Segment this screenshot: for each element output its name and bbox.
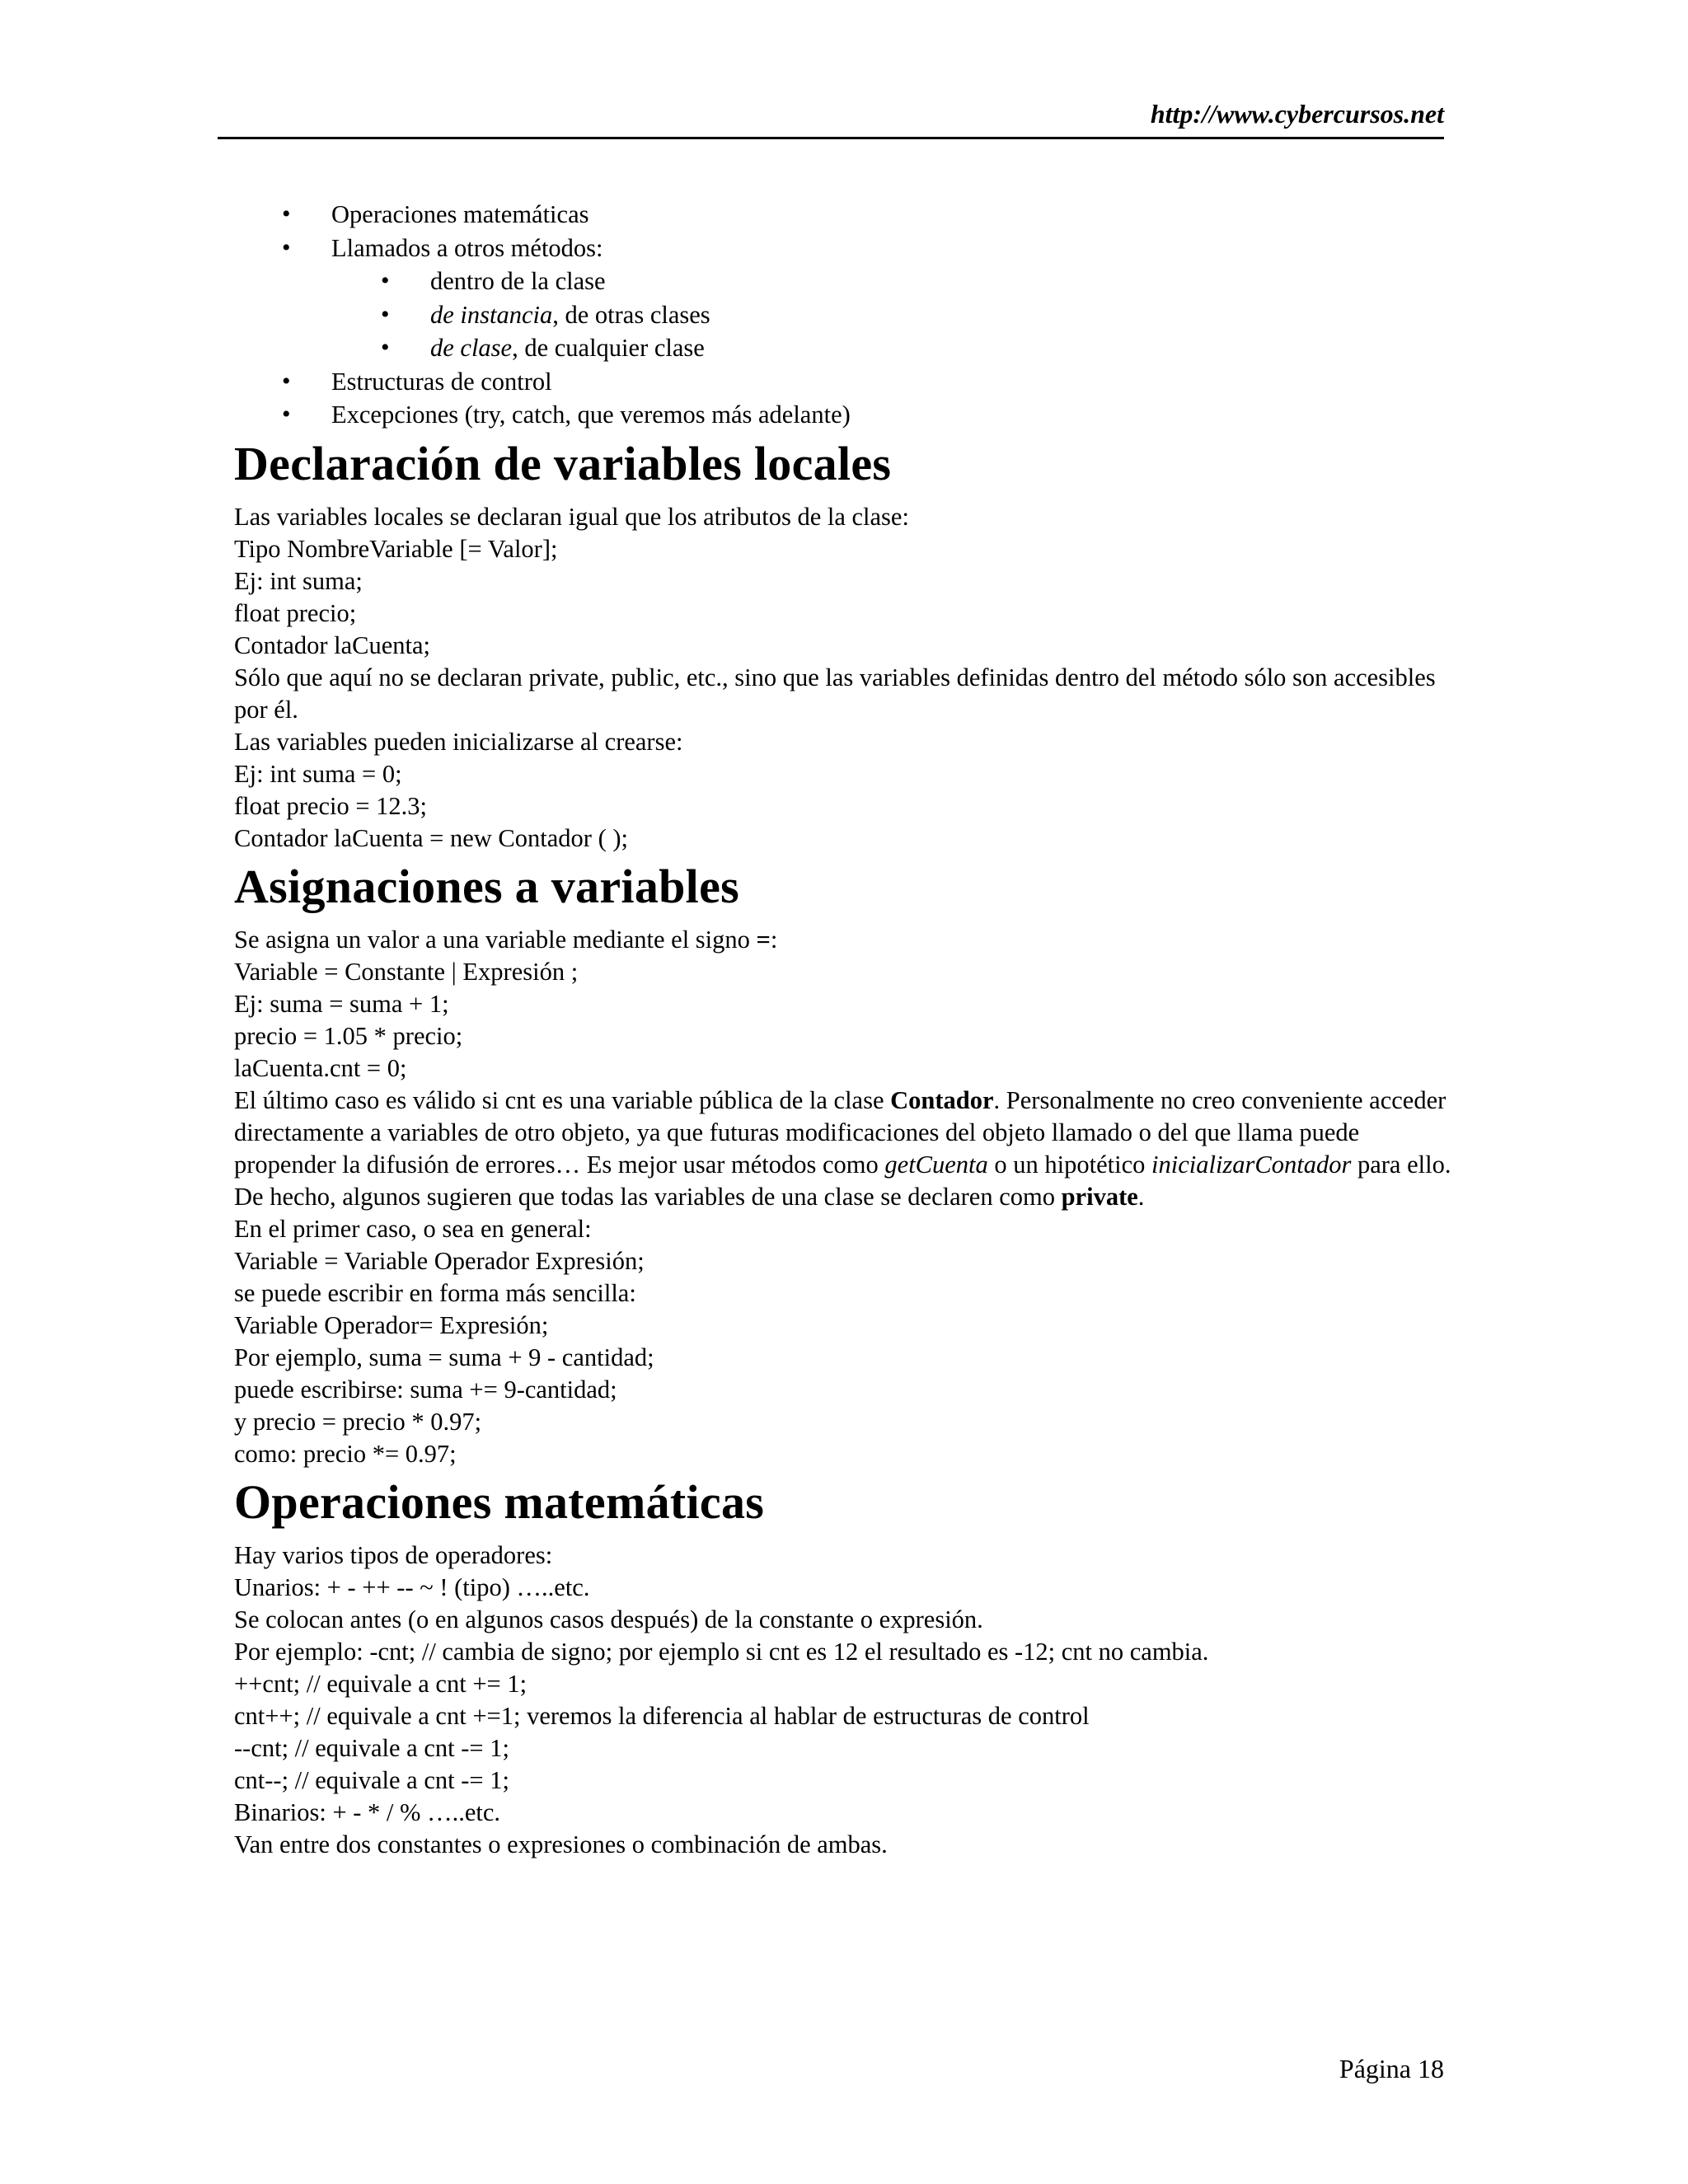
bullet-icon: • [282, 200, 291, 227]
text-line: Hay varios tipos de operadores: [234, 1540, 553, 1569]
page-content [234, 198, 1454, 1861]
text-line: se puede escribir en forma más sencilla: [234, 1278, 636, 1307]
text-line: Contador laCuenta; [234, 630, 431, 659]
text-line: Se asigna un valor a una variable mediante el signo =: [234, 925, 778, 954]
list-item: • dentro de la clase [234, 265, 1454, 298]
text-line: Ej: suma = suma + 1; [234, 989, 449, 1018]
bullet-icon: • [381, 300, 390, 328]
text-line: Unarios: + - ++ -- ~ ! (tipo) …..etc. [234, 1572, 590, 1601]
list-item: • Estructuras de control [234, 365, 1454, 399]
text-line: Las variables locales se declaran igual que los atributos de la clase: [234, 502, 909, 531]
text-line: laCuenta.cnt = 0; [234, 1053, 407, 1082]
bullet-icon: • [381, 334, 390, 361]
header-url: http://www.cybercursos.net [1150, 99, 1444, 129]
text-line: float precio = 12.3; [234, 791, 428, 820]
intro-bullet-list [234, 198, 1454, 265]
text-line: Variable = Constante | Expresión ; [234, 957, 579, 986]
bullet-icon: • [282, 367, 291, 395]
text-line: ++cnt; // equivale a cnt += 1; [234, 1669, 528, 1698]
text-line: cnt++; // equivale a cnt +=1; veremos la diferencia al hablar de estructuras de control [234, 1701, 1090, 1730]
bullet-icon: • [282, 233, 291, 261]
text-line: Ej: int suma; [234, 566, 363, 595]
text-line: Se colocan antes (o en algunos casos después) de la constante o expresión. [234, 1605, 983, 1633]
text-line: precio = 1.05 * precio; [234, 1021, 463, 1050]
page-number: Página 18 [1339, 2054, 1444, 2083]
text-paragraph: El último caso es válido si cnt es una variable pública de la clase Contador. Personalmente no creo conveniente acceder directamente a variables de otro objeto, ya que futuras modificaciones del objeto llamado o del que llama puede propender la difusión de errores… Es mejor usar métodos como getCuenta o un hipotético inicializarContador para ello. De hecho, algunos sugieren que todas las variables de una clase se declaren como private. [234, 1085, 1451, 1211]
text-line: Contador laCuenta = new Contador ( ); [234, 823, 628, 852]
text-line: Las variables pueden inicializarse al crearse: [234, 727, 683, 756]
list-item: • Excepciones (try, catch, que veremos más adelante) [234, 398, 1454, 432]
text-line: Tipo NombreVariable [= Valor]; [234, 534, 558, 563]
text-line: Por ejemplo, suma = suma + 9 - cantidad; [234, 1343, 654, 1371]
header-rule [218, 137, 1444, 139]
text-line: cnt--; // equivale a cnt -= 1; [234, 1765, 509, 1794]
intro-bullet-list-continued [234, 365, 1454, 432]
text-line: Variable = Variable Operador Expresión; [234, 1246, 645, 1275]
text-line: Binarios: + - * / % …..etc. [234, 1797, 500, 1826]
text-line: puede escribirse: suma += 9-cantidad; [234, 1375, 617, 1404]
text-line: como: precio *= 0.97; [234, 1439, 457, 1468]
bullet-icon: • [282, 401, 291, 428]
list-item: • Operaciones matemáticas [234, 198, 1454, 232]
bullet-icon: • [381, 267, 390, 294]
list-item: • de clase, de cualquier clase [234, 331, 1454, 365]
text-line: Ej: int suma = 0; [234, 759, 402, 788]
sub-bullet-list [234, 265, 1454, 365]
text-line: Van entre dos constantes o expresiones o combinación de ambas. [234, 1830, 888, 1858]
text-paragraph: Sólo que aquí no se declaran private, public, etc., sino que las variables definidas dentro del método sólo son accesibles por él. [234, 663, 1436, 724]
text-line: Por ejemplo: -cnt; // cambia de signo; por ejemplo si cnt es 12 el resultado es -12; cnt no cambia. [234, 1637, 1209, 1666]
text-line: Variable Operador= Expresión; [234, 1310, 549, 1339]
section-heading-operaciones: Operaciones matemáticas [234, 1474, 765, 1529]
text-line: En el primer caso, o sea en general: [234, 1214, 592, 1243]
section-heading-declaracion: Declaración de variables locales [234, 436, 892, 490]
text-line: y precio = precio * 0.97; [234, 1407, 482, 1436]
section-heading-asignaciones: Asignaciones a variables [234, 859, 739, 913]
list-item: • Llamados a otros métodos: [234, 232, 1454, 265]
text-line: float precio; [234, 598, 357, 627]
list-item: • de instancia, de otras clases [234, 298, 1454, 332]
text-line: --cnt; // equivale a cnt -= 1; [234, 1733, 509, 1762]
